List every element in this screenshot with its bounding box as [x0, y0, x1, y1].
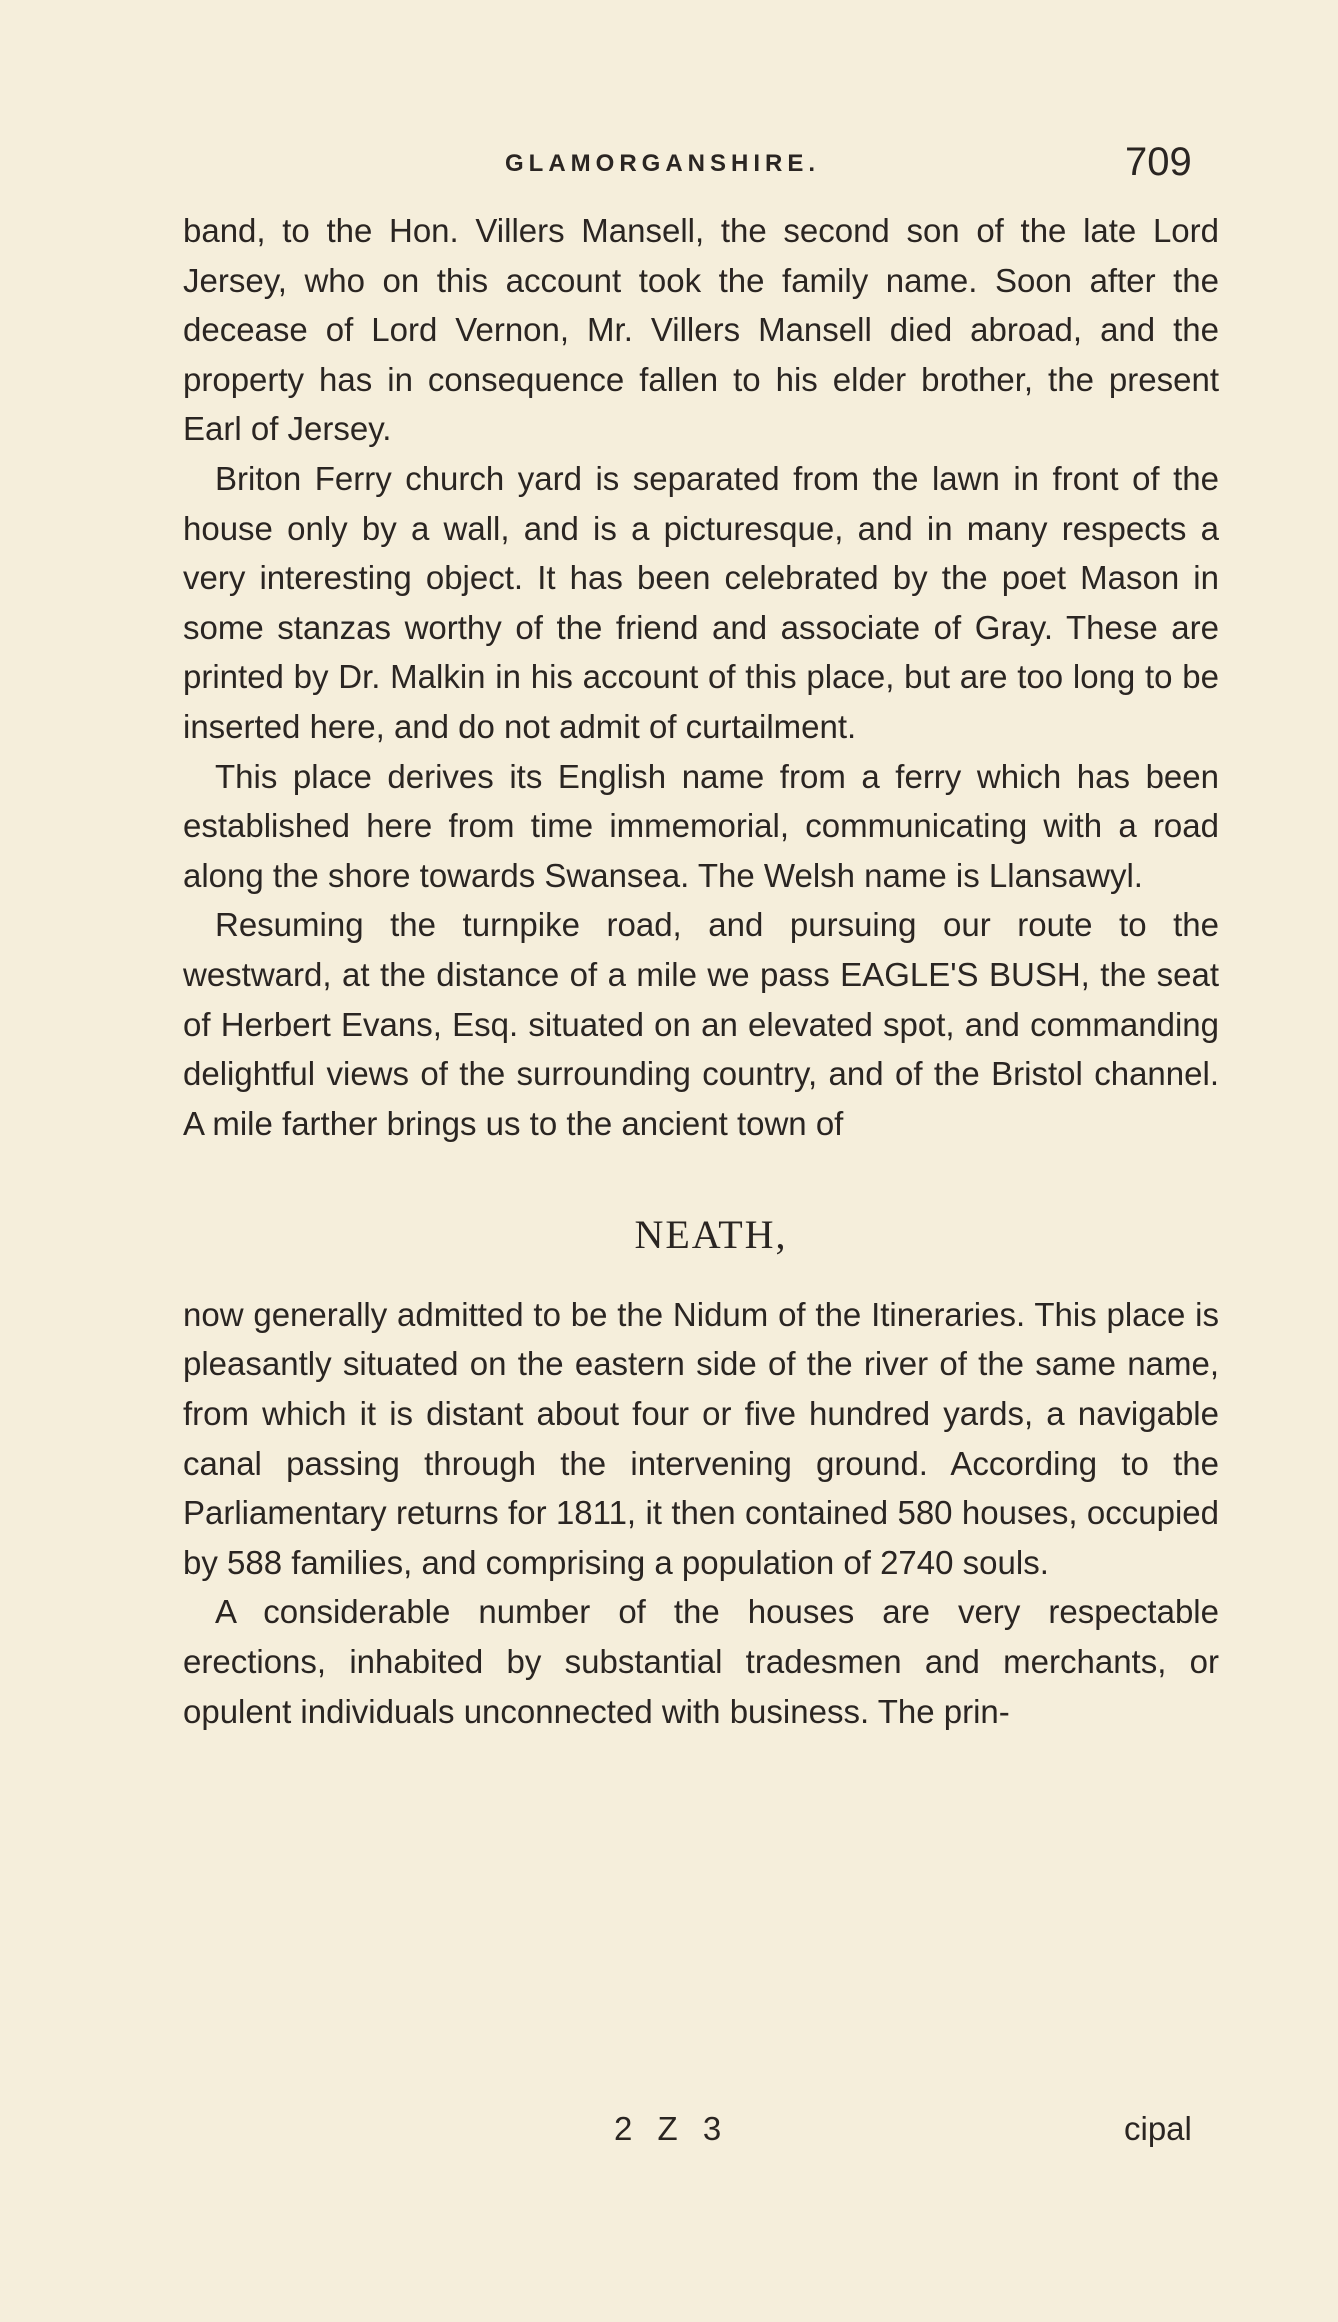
paragraph: Resuming the turnpike road, and pursuing our route to the westward, at the distance of a mile we pass EAGLE'S BUSH, the seat of Herbert Evans, Esq. situated on an elevated spot, and commanding delightful views of the surrounding country, and of the Bristol channel. A mile farther brings us to the ancient town of	[183, 906, 1219, 1142]
paragraph: This place derives its English name from a ferry which has been established here from time immemorial, communicating with a road along the shore towards Swansea. The Welsh name is Llansawyl.	[183, 757, 1219, 894]
page-footer	[0, 2110, 1338, 2160]
paragraph: Briton Ferry church yard is separated from the lawn in front of the house only by a wall, and is a picturesque, and in many respects a very interesting object. It has been celebrated by the poet Mason in some stanzas worthy of the friend and associate of Gray. These are printed by Dr. Malkin in his account of this place, but are too long to be inserted here, and do not admit of curtailment.	[183, 459, 1219, 745]
running-head: GLAMORGANSHIRE.	[505, 150, 820, 177]
signature-mark: 2 Z 3	[614, 2110, 730, 2147]
paragraph: now generally admitted to be the Nidum of the Itineraries. This place is pleasantly situated on the eastern side of the river of the same name, from which it is distant about four or five hundred yards, a navigable canal passing through the intervening ground. According to the Parliamentary returns for 1811, it then contained 580 houses, occupied by 588 families, and comprising a population of 2740 souls.	[183, 1295, 1219, 1581]
catchword: cipal	[1124, 2110, 1192, 2147]
body-text	[183, 206, 1219, 1736]
paragraph: A considerable number of the houses are very respectable erections, inhabited by substantial tradesmen and merchants, or opulent individuals unconnected with business. The prin-	[183, 1593, 1219, 1730]
page-header	[0, 140, 1338, 188]
page-number: 709	[1125, 140, 1192, 184]
paragraph: band, to the Hon. Villers Mansell, the second son of the late Lord Jersey, who on this account took the family name. Soon after the decease of Lord Vernon, Mr. Villers Mansell died abroad, and the property has in consequence fallen to his elder brother, the present Earl of Jersey.	[183, 212, 1219, 448]
section-heading: NEATH,	[634, 1212, 788, 1258]
